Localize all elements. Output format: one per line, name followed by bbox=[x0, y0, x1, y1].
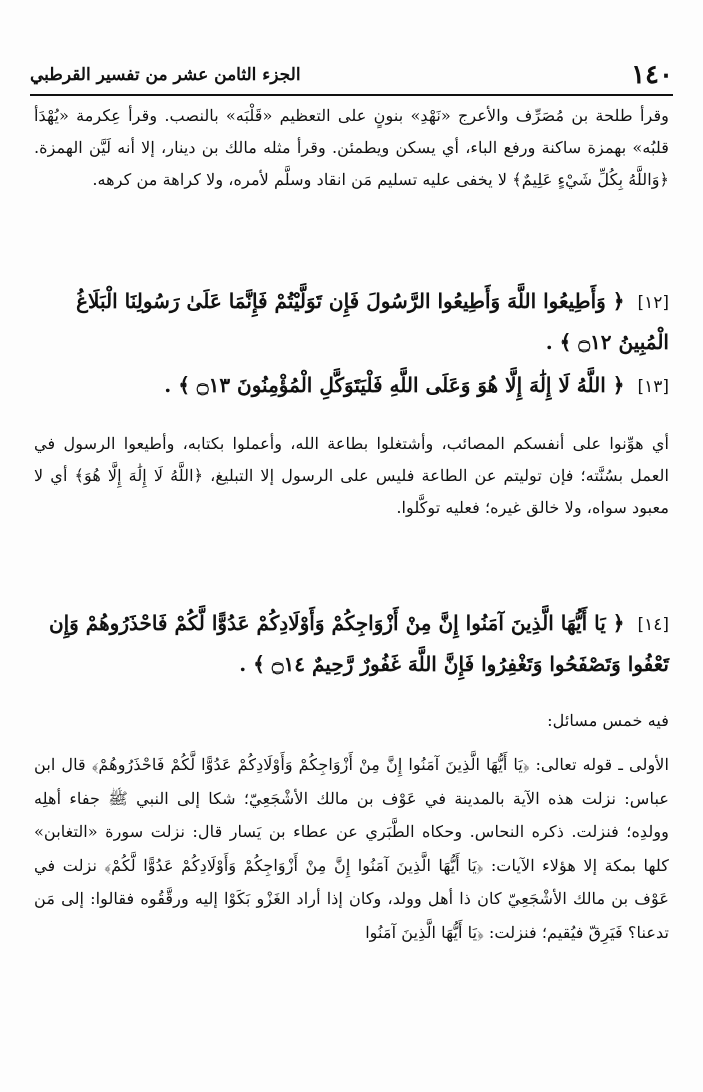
paragraph-commentary-2: أي هوِّنوا على أنفسكم المصائب، وأشتغلوا بطاعة الله، وأعملوا بكتابه، وأطيعوا الرسول في العمل بسُنَّته؛ فإن توليتم عن الطاعة فليس على الرسول إلا التبليغ، ﴿اللَّهُ لَا إِلَٰهَ إِلَّا هُوَ﴾ أي لا معبود سواه، ولا خالق غيره؛ فعليه توكَّلوا. bbox=[34, 434, 669, 518]
verse-12 bbox=[34, 282, 669, 362]
verse-text-12: ﴿ وَأَطِيعُوا اللَّهَ وَأَطِيعُوا الرَّسُولَ فَإِن تَوَلَّيْتُمْ فَإِنَّمَا عَلَىٰ رَسُولِنَا الْبَلَاغُ الْمُبِينُ ۝١٢ ﴾ . bbox=[76, 289, 669, 354]
running-title: الجزء الثامن عشر من تفسير القرطبي bbox=[30, 65, 301, 85]
paragraph-issue-1: الأولى ـ قوله تعالى: ﴿يَا أَيُّهَا الَّذِينَ آمَنُوا إِنَّ مِنْ أَزْوَاجِكُمْ وَأَوْلَادِكُمْ عَدُوًّا لَّكُمْ فَاحْذَرُوهُمْ﴾ قال ابن عباس: نزلت هذه الآية بالمدينة في عَوْف بن مالك الأشْجَعِيّ؛ شكا إلى النبي ﷺ جفاء أهلِه وولدِه؛ فنزلت. ذكره النحاس. وحكاه الطَّبَري عن عطاء بن يَسار قال: نزلت سورة «التغابن» كلها بمكة إلا هؤلاء الآيات: ﴿يَا أَيُّهَا الَّذِينَ آمَنُوا إِنَّ مِنْ أَزْوَاجِكُمْ وَأَوْلَادِكُمْ عَدُوًّا لَّكُمْ﴾ نزلت في عَوْف بن مالك الأشْجَعِيّ كان ذا أهل وولد، وكان إذا أراد الغَزْو بَكَوْا إليه ورقَّقُوه فقالوا: إلى مَن تدعنا؟ فَيَرِقّ فيُقيم؛ فنزلت: ﴿يَا أَيُّهَا الَّذِينَ آمَنُوا bbox=[34, 755, 669, 942]
verse-14 bbox=[34, 604, 669, 684]
verse-number-14: [١٤] bbox=[637, 615, 669, 635]
page-number: ١٤٠ bbox=[631, 60, 673, 90]
verse-text-14: ﴿ يَا أَيُّهَا الَّذِينَ آمَنُوا إِنَّ مِنْ أَزْوَاجِكُمْ وَأَوْلَادِكُمْ عَدُوًّا لَّكُمْ فَاحْذَرُوهُمْ وَإِن تَعْفُوا وَتَصْفَحُوا وَتَغْفِرُوا فَإِنَّ اللَّهَ غَفُورٌ رَّحِيمٌ ۝١٤ ﴾ . bbox=[48, 611, 669, 676]
page-header bbox=[30, 58, 673, 92]
issues-intro: فيه خمس مسائل: bbox=[547, 711, 669, 730]
header-rule bbox=[30, 94, 673, 96]
verse-number-13: [١٣] bbox=[637, 377, 669, 397]
verse-number-12: [١٢] bbox=[637, 293, 669, 313]
paragraph-commentary-1: وقرأ طلحة بن مُصَرِّف والأعرج «نَهْدِ» بنونٍ على التعظيم «قَلْبَه» بالنصب. وقرأ عِكرمة «يُهْدَأ قلبُه» بهمزة ساكنة ورفع الباء، أي يسكن ويطمئن. وقرأ مثله مالك بن دينار، إلا أنه لَيَّن الهمزة. ﴿وَاللَّهُ بِكُلِّ شَيْءٍ عَلِيمٌ﴾ لا يخفى عليه تسليم مَن انقاد وسلَّم لأمره، ولا كراهة من كرهه. bbox=[34, 106, 669, 190]
verse-text-13: ﴿ اللَّهُ لَا إِلَٰهَ إِلَّا هُوَ وَعَلَى اللَّهِ فَلْيَتَوَكَّلِ الْمُؤْمِنُونَ ۝١٣ ﴾ . bbox=[164, 373, 625, 397]
verse-13 bbox=[34, 366, 669, 407]
